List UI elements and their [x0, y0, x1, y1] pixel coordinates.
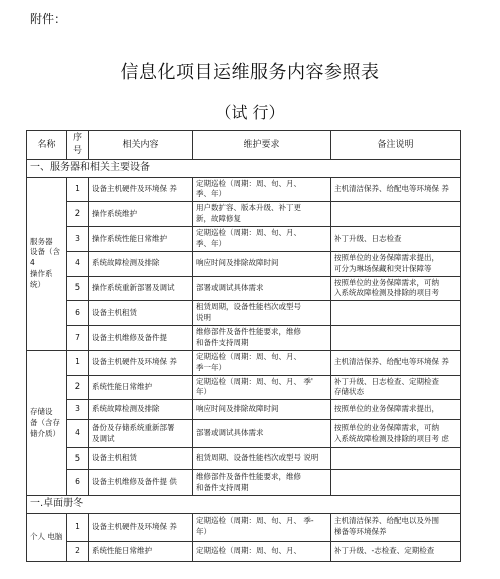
table-row: [27, 420, 461, 448]
table-row: [27, 400, 461, 420]
note-cell: [331, 326, 461, 351]
content-cell: 备份及存储系统重新部署 及调试: [89, 420, 193, 448]
row-number: 2: [67, 375, 89, 400]
row-number: 2: [67, 541, 89, 561]
table-row: [27, 448, 461, 470]
content-cell: 设备主机硬件及环境保 养: [89, 513, 193, 541]
requirement-cell: 定期巡检（周期：周、旬、月、 季一年）: [193, 350, 331, 375]
note-cell: 主机清洁保养、给配电以及外围 梯备等环境保养: [331, 513, 461, 541]
requirement-cell: 定期巡检（周期：周、旬、月、 季' 年）: [193, 375, 331, 400]
document-title: 信息化项目运维服务内容参照表: [120, 62, 380, 83]
note-cell: 补丁升级、-志检查、定期检查: [331, 541, 461, 561]
requirement-cell: 维修部件及备件性能要求，维修 和备件支持周期: [193, 470, 331, 496]
pc-group-label: 个人 电脑: [27, 513, 67, 561]
content-cell: 系统故障检测及排除: [89, 400, 193, 420]
row-number: 4: [67, 420, 89, 448]
col-header-content: 相关内容: [89, 131, 193, 160]
content-cell: 设备主机租赁: [89, 448, 193, 470]
document-subtitle: （试 行）: [215, 103, 285, 122]
content-cell: 设备主机维修及备件提: [89, 326, 193, 351]
content-cell: 操作系统重新部署及调试: [89, 276, 193, 301]
table-row: [27, 375, 461, 400]
note-cell: [331, 448, 461, 470]
table-row: [27, 301, 461, 326]
section-row: [27, 496, 461, 514]
row-number: 1: [67, 177, 89, 202]
table-row: [27, 276, 461, 301]
content-cell: 设备主机维修及备件提 供: [89, 470, 193, 496]
table-row: [27, 541, 461, 561]
table-row: [27, 177, 461, 202]
col-header-note: 备注说明: [331, 131, 461, 160]
requirement-cell: 定期巡检（周期：周、旬、月、 季、年）: [193, 227, 331, 252]
content-cell: 操作系统性能日常维护: [89, 227, 193, 252]
note-cell: 补丁升级、日志检查: [331, 227, 461, 252]
content-cell: 系统故障检测及排除: [89, 251, 193, 276]
note-cell: 主机清洁保养、给配电等环境保 养: [331, 350, 461, 375]
table-row: [27, 350, 461, 375]
table-row: [27, 227, 461, 252]
note-cell: 主机清洁保养、给配电等环境保 养: [331, 177, 461, 202]
row-number: 3: [67, 400, 89, 420]
requirement-cell: 租赁周期、设备性能档次或型号 说明: [193, 448, 331, 470]
note-cell: 按照单位的业务保障需求提出，: [331, 400, 461, 420]
section-title: 一.卓面册冬: [27, 496, 461, 514]
table-row: [27, 470, 461, 496]
requirement-cell: 租赁周期，设备性能档次或型号 说明: [193, 301, 331, 326]
table-row: [27, 202, 461, 227]
attachment-label: 附件：: [30, 12, 67, 26]
requirement-cell: 维修部件及备件性能要求，维修 和备件支持周期: [193, 326, 331, 351]
col-header-name: 名称: [27, 131, 67, 160]
note-cell: [331, 202, 461, 227]
section-row: [27, 160, 461, 178]
note-cell: 按照单位的业务保障需求，可纳 入系统故障检测及排除的项目考: [331, 276, 461, 301]
requirement-cell: 定期巡检（周期：周、旬、月、 季- 年）: [193, 513, 331, 541]
requirement-cell: 响应时间及排除故障时间: [193, 400, 331, 420]
storage-group-label: 存储设 备（含存 储介质）: [27, 350, 67, 496]
requirement-cell: 用户数扩容、版本升级、补丁更 新，故障修复: [193, 202, 331, 227]
section-title: 一、服务器和相关主要设备: [27, 160, 461, 178]
row-number: 1: [67, 350, 89, 375]
note-cell: 按照单位的业务保障需求提出， 可分为琳场保藏和突计保障等: [331, 251, 461, 276]
requirement-cell: 部署或调试具体需求: [193, 276, 331, 301]
requirement-cell: 响应时间及排除故障时间: [193, 251, 331, 276]
content-cell: 设备主机硬件及环境保 养: [89, 177, 193, 202]
content-cell: 操作系统维护: [89, 202, 193, 227]
row-number: 1: [67, 513, 89, 541]
table-body: [27, 160, 461, 562]
content-cell: 设备主机硬件及环境保 养: [89, 350, 193, 375]
note-cell: [331, 301, 461, 326]
content-cell: 系统性能日常维护: [89, 375, 193, 400]
row-number: 6: [67, 470, 89, 496]
col-header-requirement: 维护要求: [193, 131, 331, 160]
table-row: [27, 251, 461, 276]
row-number: 6: [67, 301, 89, 326]
content-cell: 系统性能日常维护: [89, 541, 193, 561]
content-cell: 设备主机租赁: [89, 301, 193, 326]
requirement-cell: 定期巡检（周期：周、旬、月、: [193, 541, 331, 561]
col-header-num: 序号: [67, 131, 89, 160]
requirement-cell: 定期巡检（周期：周、旬、月、 季、年）: [193, 177, 331, 202]
table-header-row: [27, 131, 461, 160]
row-number: 3: [67, 227, 89, 252]
note-cell: [331, 470, 461, 496]
row-number: 4: [67, 251, 89, 276]
row-number: 7: [67, 326, 89, 351]
server-group-label: 服务器 设备（含4 操作系 统）: [27, 177, 67, 350]
service-reference-table: [26, 130, 461, 562]
row-number: 5: [67, 448, 89, 470]
row-number: 5: [67, 276, 89, 301]
row-number: 2: [67, 202, 89, 227]
note-cell: 补丁升级、日志检查、定期检查 存储状态: [331, 375, 461, 400]
table-row: [27, 513, 461, 541]
requirement-cell: 部署或调试具体需求: [193, 420, 331, 448]
note-cell: 按照单位的业务保障需求，可纳 入系统故障检测及排除的项目考 虑: [331, 420, 461, 448]
table-row: [27, 326, 461, 351]
